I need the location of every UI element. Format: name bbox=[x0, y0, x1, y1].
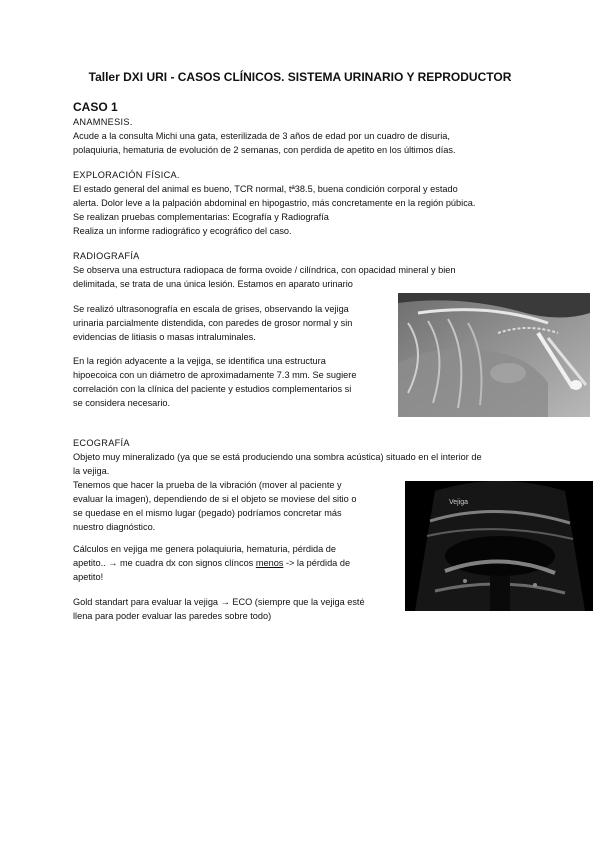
radiografia-heading: RADIOGRAFÍA bbox=[73, 251, 140, 261]
page-title: Taller DXI URI - CASOS CLÍNICOS. SISTEMA URINARIO Y REPRODUCTOR bbox=[88, 70, 512, 84]
anamnesis-heading: ANAMNESIS. bbox=[73, 117, 133, 127]
exploracion-line: Realiza un informe radiográfico y ecográfico del caso. bbox=[73, 226, 292, 236]
paragraph-line: En la región adyacente a la vejiga, se identifica una estructura bbox=[73, 356, 326, 366]
radiografia-section bbox=[73, 249, 456, 291]
exploracion-line: alerta. Dolor leve a la palpación abdominal en hipogastrio, más concretamente en la región púbica. bbox=[73, 198, 476, 208]
adjacent-region-paragraph bbox=[73, 354, 356, 410]
ultrasound-paragraph bbox=[73, 302, 352, 344]
anamnesis-section bbox=[73, 115, 456, 157]
ecografia-heading: ECOGRAFÍA bbox=[73, 438, 130, 448]
paragraph-line bbox=[73, 556, 350, 570]
radiograph-image bbox=[398, 293, 590, 417]
paragraph-line: evaluar la imagen), dependiendo de si el objeto se moviese del sitio o bbox=[73, 494, 357, 504]
paragraph-line: se quedase en el mismo lugar (pegado) podríamos concretar más bbox=[73, 508, 342, 518]
calculos-paragraph bbox=[73, 542, 350, 584]
paragraph-line: se considera necesario. bbox=[73, 398, 171, 408]
ultrasound-image bbox=[405, 481, 593, 611]
radiografia-line: Se observa una estructura radiopaca de forma ovoide / cilíndrica, con opacidad mineral y bien bbox=[73, 265, 456, 275]
exploracion-section bbox=[73, 168, 475, 238]
underlined-word: menos bbox=[255, 558, 284, 568]
ecografia-line: la vejiga. bbox=[73, 466, 110, 476]
exploracion-line: El estado general del animal es bueno, TCR normal, tª38.5, buena condición corporal y estado bbox=[73, 184, 458, 194]
anamnesis-line: Acude a la consulta Michi una gata, esterilizada de 3 años de edad por un cuadro de disuria, bbox=[73, 131, 450, 141]
paragraph-line: Tenemos que hacer la prueba de la vibración (mover al paciente y bbox=[73, 480, 342, 490]
paragraph-line: llena para poder evaluar las paredes sobre todo) bbox=[73, 611, 272, 621]
ultrasound-label: Vejiga bbox=[449, 499, 469, 506]
ecografia-line: Objeto muy mineralizado (ya que se está produciendo una sombra acústica) situado en el interior de bbox=[73, 452, 482, 462]
exploracion-line: Se realizan pruebas complementarias: Ecografía y Radiografía bbox=[73, 212, 329, 222]
paragraph-line: Se realizó ultrasonografía en escala de grises, observando la vejiga bbox=[73, 304, 349, 314]
paragraph-line: Cálculos en vejiga me genera polaquiuria, hematuria, pérdida de bbox=[73, 544, 337, 554]
text-span: -> la pérdida de bbox=[283, 558, 351, 568]
paragraph-line: Gold standart para evaluar la vejiga → ECO (siempre que la vejiga esté bbox=[73, 597, 365, 607]
paragraph-line: nuestro diagnóstico. bbox=[73, 522, 156, 532]
paragraph-line: correlación con la clínica del paciente y estudios complementarios si bbox=[73, 384, 352, 394]
ultrasound-illustration bbox=[405, 481, 593, 611]
radiograph-illustration bbox=[398, 293, 590, 417]
case-title: CASO 1 bbox=[73, 100, 118, 114]
gold-standard-paragraph bbox=[73, 595, 365, 623]
radiografia-line: delimitada, se trata de una única lesión. Estamos en aparato urinario bbox=[73, 279, 353, 289]
paragraph-line: urinaria parcialmente distendida, con paredes de grosor normal y sin bbox=[73, 318, 353, 328]
text-span: apetito.. → me cuadra dx con signos clíncos bbox=[73, 558, 256, 568]
paragraph-line: evidencias de litiasis o masas intraluminales. bbox=[73, 332, 256, 342]
anamnesis-line: polaquiuria, hematuria de evolución de 2 semanas, con perdida de apetito en los últimos días. bbox=[73, 145, 456, 155]
paragraph-line: apetito! bbox=[73, 572, 104, 582]
paragraph-line: hipoecoica con un diámetro de aproximadamente 7.3 mm. Se sugiere bbox=[73, 370, 357, 380]
exploracion-heading: EXPLORACIÓN FÍSICA. bbox=[73, 170, 180, 180]
